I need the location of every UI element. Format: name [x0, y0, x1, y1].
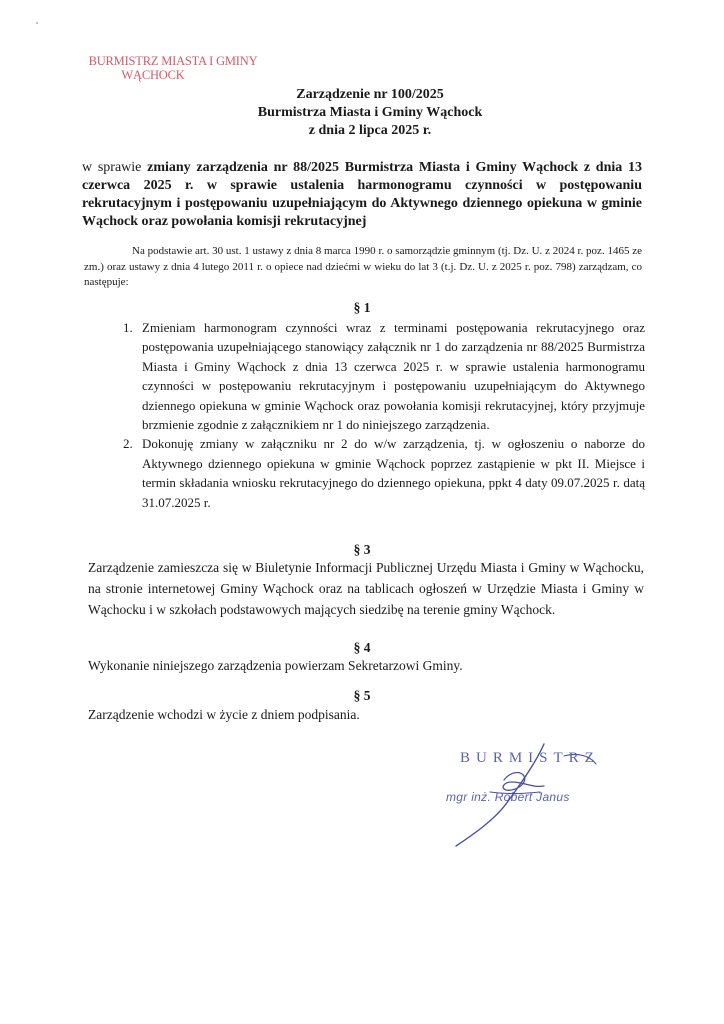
list-item: 1. Zmieniam harmonogram czynności wraz z terminami postępowania rekrutacyjnego oraz postępowania uzupełniającego stanowiący załącznik nr 1 do zarządzenia nr 88/2025 Burmistrza Miasta i Gminy Wąchock z dnia 13 czerwca 2025 r. w sprawie ustalenia harmonogramu czynności w postępowaniu rekrutacyjnym i postępowaniu uzupełniającym do Aktywnego dziennego opiekuna w gminie Wąchock oraz powołania komisji rekrutacyjnej, który przyjmuje brzmienie zgodnie z załącznikiem nr 1 do niniejszego zarządzenia.	[136, 318, 645, 434]
subject-title: zmiany zarządzenia nr 88/2025 Burmistrza Miasta i Gminy Wąchock z dnia 13 czerwca 2025 r. w sprawie ustalenia harmonogramu czynności w postępowaniu rekrutacyjnym i postępowaniu uzupełniającym do Aktywnego dziennego opiekuna w gminie Wąchock oraz powołania komisji rekrutacyjnej	[82, 160, 642, 229]
section-4-heading: § 4	[353, 640, 371, 655]
list-item: 2. Dokonuję zmiany w załączniku nr 2 do w/w zarządzenia, tj. w ogłoszeniu o naborze do Aktywnego dziennego opiekuna w gminie Wąchock poprzez zastąpienie w pkt II. Miejsce i termin składania wniosku rekrutacyjnego do dziennego opiekuna, ppkt 4 daty 09.07.2025 r. datą 31.07.2025 r.	[136, 434, 645, 512]
section-1-list	[90, 318, 645, 512]
section-3-text: Zarządzenie zamieszcza się w Biuletynie Informacji Publicznej Urzędu Miasta i Gminy w Wąchocku, na stronie internetowej Gminy Wąchock oraz na tablicach ogłoszeń w Urzędzie Miasta i Gminy w Wąchocku i w szkołach podstawowych mających siedzibę na terenie gminy Wąchock.	[88, 560, 644, 617]
ordinance-subject	[82, 159, 642, 231]
section-5-heading: § 5	[353, 688, 371, 703]
ordinance-number: Zarządzenie nr 100/2025	[296, 87, 444, 102]
stamp-line-2: WĄCHOCK	[121, 68, 185, 82]
section-3-heading: § 3	[353, 542, 371, 557]
signature-block	[444, 742, 634, 852]
document-header	[200, 86, 540, 140]
subject-prefix: w sprawie	[82, 160, 148, 175]
legal-basis: Na podstawie art. 30 ust. 1 ustawy z dnia 8 marca 1990 r. o samorządzie gminnym (tj. Dz. U. z 2024 r. poz. 1465 ze zm.) oraz ustawy z dnia 4 lutego 2011 r. o opiece nad dziećmi w wieku do lat 3 (t.j. Dz. U. z 2025 r. poz. 798) zarządzam, co następuje:	[84, 245, 642, 288]
scan-speck	[36, 22, 38, 24]
handwritten-signature-icon	[444, 742, 634, 852]
section-1-heading: § 1	[353, 300, 371, 315]
signature-name: mgr inż. Robert Janus	[446, 790, 570, 804]
stamp-line-1: BURMISTRZ MIASTA I GMINY	[88, 54, 258, 68]
section-5-text: Zarządzenie wchodzi w życie z dniem podpisania.	[88, 707, 360, 722]
section-4-text: Wykonanie niniejszego zarządzenia powierzam Sekretarzowi Gminy.	[88, 658, 463, 673]
ordinance-issuer: Burmistrza Miasta i Gminy Wąchock	[257, 105, 483, 120]
signature-title: BURMISTRZ	[460, 750, 600, 766]
office-stamp	[78, 54, 268, 82]
ordinance-date: z dnia 2 lipca 2025 r.	[308, 123, 432, 138]
